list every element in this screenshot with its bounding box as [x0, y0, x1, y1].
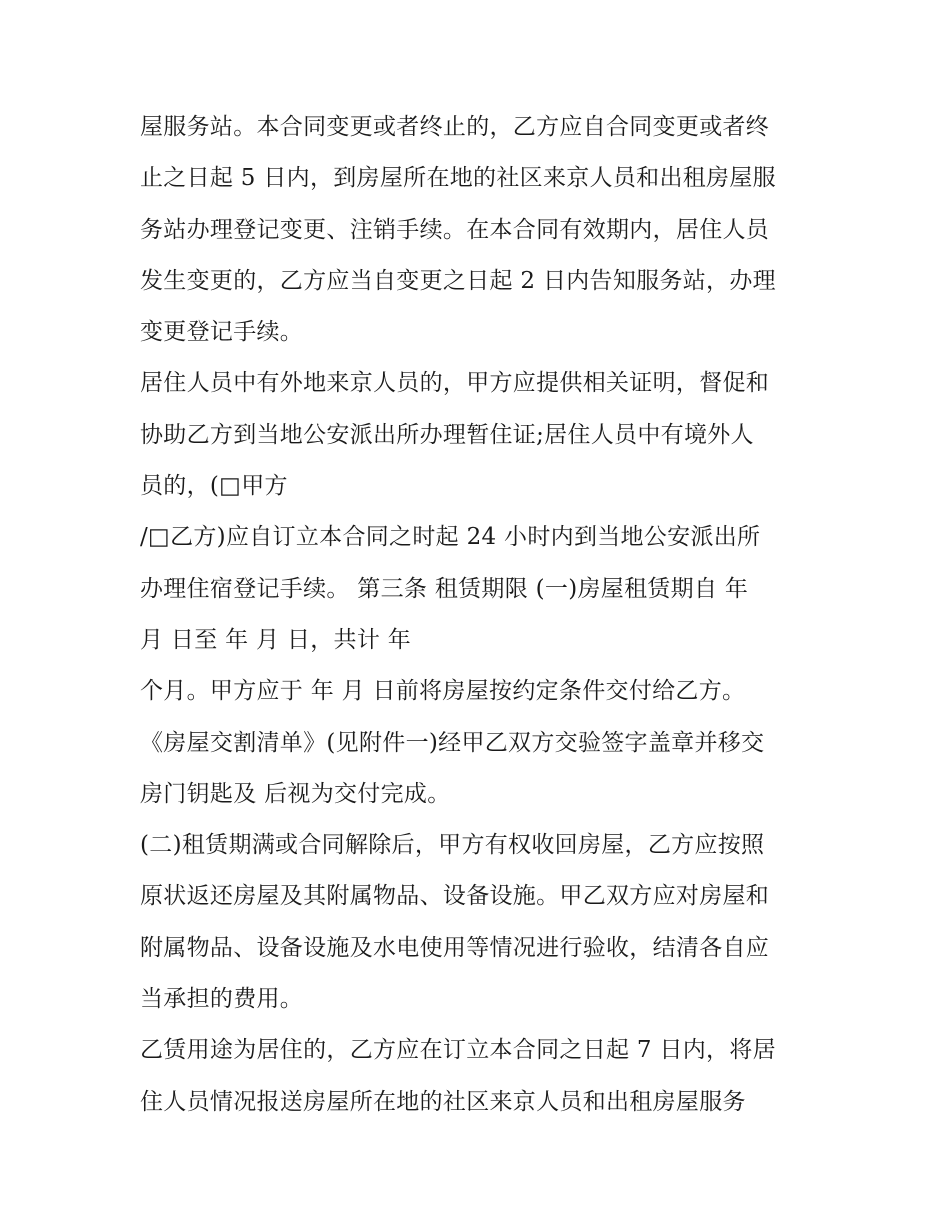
- text-line: 居住人员中有外地来京人员的，甲方应提供相关证明，督促和: [140, 370, 770, 397]
- contract-text: [140, 102, 830, 1128]
- text-line: 《房屋交割清单》(见附件一)经甲乙双方交验签字盖章并移交: [140, 729, 765, 756]
- text-line: 乙赁用途为居住的，乙方应在订立本合同之日起 7 日内，将居: [140, 1037, 776, 1064]
- text-line: 止之日起 5 日内，到房屋所在地的社区来京人员和出租房屋服: [140, 165, 776, 192]
- text-line: 房门钥匙及 后视为交付完成。: [140, 780, 451, 807]
- text-line: 发生变更的，乙方应当自变更之日起 2 日内告知服务站，办理: [140, 267, 776, 294]
- text-line: (二)租赁期满或合同解除后，甲方有权收回房屋，乙方应按照: [140, 832, 765, 859]
- text-line: /□乙方)应自订立本合同之时起 24 小时内到当地公安派出所: [140, 524, 761, 551]
- text-line: 原状返还房屋及其附属物品、设备设施。甲乙双方应对房屋和: [140, 883, 770, 910]
- text-line: 当承担的费用。: [140, 986, 304, 1013]
- text-line: 月 日至 年 月 日，共计 年: [140, 626, 412, 653]
- text-line: 协助乙方到当地公安派出所办理暂住证;居住人员中有境外人: [140, 421, 754, 448]
- text-line: 变更登记手续。: [140, 319, 304, 346]
- text-line: 住人员情况报送房屋所在地的社区来京人员和出租房屋服务: [140, 1088, 746, 1115]
- text-line: 务站办理登记变更、注销手续。在本合同有效期内，居住人员: [140, 216, 770, 243]
- text-line: 屋服务站。本合同变更或者终止的，乙方应自合同变更或者终: [140, 114, 770, 140]
- text-line: 个月。甲方应于 年 月 日前将房屋按约定条件交付给乙方。: [140, 678, 746, 705]
- text-line: 附属物品、设备设施及水电使用等情况进行验收，结清各自应: [140, 934, 770, 961]
- text-line: 员的，(□甲方: [140, 473, 288, 500]
- text-line: 办理住宿登记手续。 第三条 租赁期限 (一)房屋租赁期自 年: [140, 575, 749, 602]
